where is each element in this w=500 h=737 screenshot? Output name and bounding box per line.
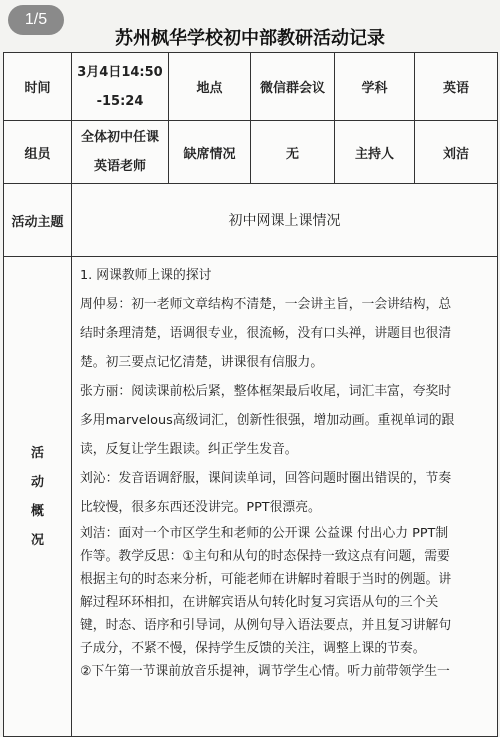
summary-label [4,257,72,737]
record-table [3,52,498,737]
subject-label: 学科 [335,53,415,121]
time-value [72,53,169,121]
summary-line: 刘洁：面对一个市区学生和老师的公开课 公益课 付出心力 PPT制 [80,526,449,541]
summary-line: ②下午第一节课前放音乐提神，调节学生心情。听力前带领学生一 [80,664,450,679]
host-label: 主持人 [335,121,415,184]
table-row [4,121,498,184]
summary-label-char: 概 [30,503,44,519]
place-label: 地点 [169,53,251,121]
table-row [4,53,498,121]
summary-label-char: 活 [30,445,44,461]
time-line-1: 3月4日14:50 [77,64,163,80]
summary-line: 读，反复让学生跟读。纠正学生发音。 [80,442,298,457]
summary-line: 解过程环环相扣，在讲解宾语从句转化时复习宾语从句的三个关 [80,595,439,610]
theme-label: 活动主题 [4,184,72,257]
members-line-1: 全体初中任课 [80,130,159,145]
summary-heading: 1. 网课教师上课的探讨 [80,268,212,283]
summary-line: 多用marvelous高级词汇，创新性很强，增加动画。重视单词的跟 [80,413,455,428]
document-title: 苏州枫华学校初中部教研活动记录 [115,28,385,49]
time-line-2: -15:24 [96,93,144,109]
page-indicator-badge[interactable]: 1/5 [8,5,64,35]
table-row [4,257,498,737]
absent-label: 缺席情况 [169,121,251,184]
summary-line: 结时条理清楚，语调很专业，很流畅，没有口头禅，讲题目也很清 [80,326,452,341]
theme-value: 初中网课上课情况 [72,184,498,257]
summary-line: 周仲易：初一老师文章结构不清楚，一会讲主旨，一会讲结构，总 [80,297,452,312]
summary-line: 刘沁：发音语调舒服，课间读单词，回答问题时圈出错误的，节奏 [80,471,452,486]
summary-line: 根据主句的时态来分析，可能老师在讲解时着眼于当时的例题。讲 [80,572,452,587]
time-label: 时间 [4,53,72,121]
summary-label-char: 动 [30,474,44,490]
place-value: 微信群会议 [251,53,335,121]
summary-line: 楚。初三要点记忆清楚，讲课很有信服力。 [80,355,324,370]
members-line-2: 英语老师 [93,159,146,174]
summary-label-char: 况 [30,532,44,548]
summary-line: 比较慢，很多东西还没讲完。PPT很漂亮。 [80,500,321,515]
host-value: 刘洁 [415,121,498,184]
summary-line: 张方丽：阅读课前松后紧，整体框架最后收尾，词汇丰富，夸奖时 [80,384,452,399]
summary-content [72,257,498,737]
summary-line: 作等。教学反思：①主句和从句的时态保持一致这点有问题，需要 [80,549,450,564]
absent-value: 无 [251,121,335,184]
summary-line: 子成分，不紧不慢，保持学生反馈的关注，调整上课的节奏。 [80,641,426,656]
members-label: 组员 [4,121,72,184]
table-row [4,184,498,257]
summary-line: 键，时态、语序和引导词，从例句导入语法要点，并且复习讲解句 [80,618,452,633]
subject-value: 英语 [415,53,498,121]
members-value [72,121,169,184]
